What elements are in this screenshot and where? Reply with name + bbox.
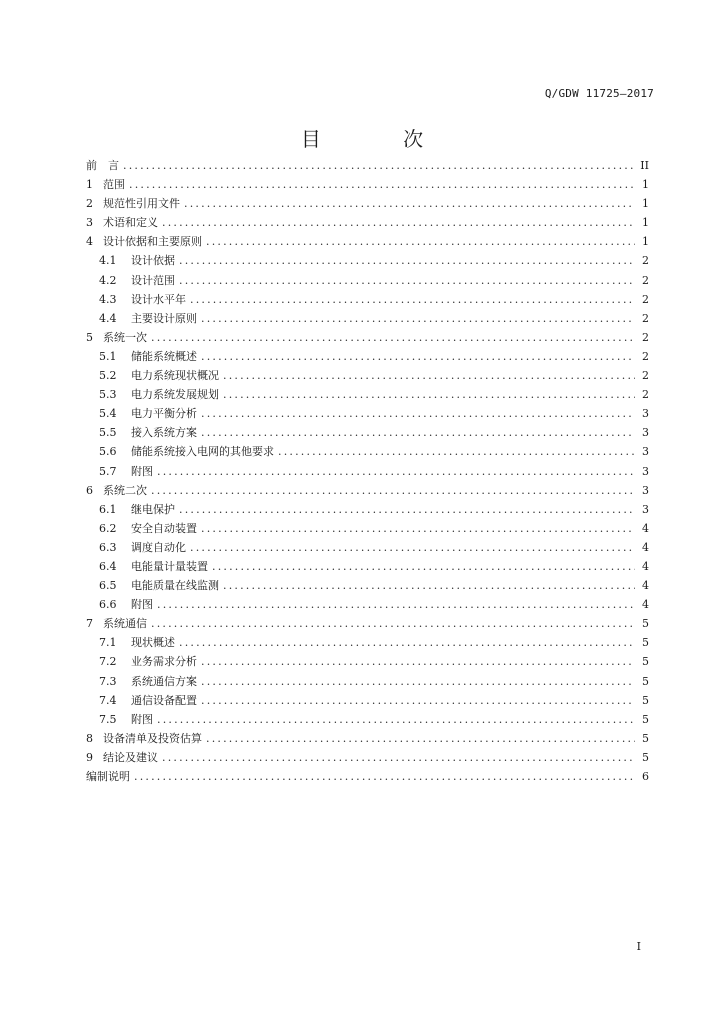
toc-entry-number: 7.1 [99,636,117,650]
toc-dot-leader [201,519,635,538]
toc-entry-number: 3 [86,216,93,230]
toc-entry-label: 电力系统现状概况 [131,369,219,383]
toc-entry[interactable] [86,251,649,270]
toc-entry-number: 7.3 [99,674,117,688]
standard-code: Q/GDW 11725—2017 [544,87,654,100]
toc-entry-label: 附图 [131,712,153,726]
toc-entry[interactable] [86,271,649,290]
toc-entry-label: 电能量计量装置 [131,559,208,573]
toc-dot-leader [157,595,635,614]
toc-entry[interactable] [86,328,649,347]
toc-entry-page: 4 [642,559,649,573]
toc-entry-number: 4.4 [99,311,117,325]
toc-dot-leader [151,481,635,500]
toc-entry[interactable] [86,633,649,652]
toc-dot-leader [179,271,635,290]
toc-entry[interactable] [86,462,649,481]
toc-entry[interactable] [86,652,649,671]
toc-dot-leader [201,423,635,442]
toc-entry-number: 5.2 [99,369,117,383]
toc-dot-leader [201,652,635,671]
toc-entry-page: 4 [642,579,649,593]
toc-entry-page: 1 [642,197,649,211]
toc-entry-label: 结论及建议 [103,750,158,764]
toc-entry[interactable] [86,595,649,614]
toc-entry-label: 调度自动化 [131,540,186,554]
toc-dot-leader [201,691,635,710]
toc-dot-leader [157,710,635,729]
toc-entry-number: 5.4 [99,407,117,421]
toc-entry-label: 术语和定义 [103,216,158,230]
toc-entry-label: 系统通信方案 [131,674,197,688]
toc-entry-page: 3 [642,464,649,478]
toc-entry-number: 6.3 [99,540,117,554]
toc-entry-page: 1 [642,235,649,249]
toc-entry[interactable] [86,576,649,595]
toc-dot-leader [201,347,635,366]
toc-entry-number: 6 [86,483,93,497]
toc-dot-leader [134,767,635,786]
toc-entry-label: 设备清单及投资估算 [103,731,202,745]
toc-dot-leader [162,213,635,232]
toc-entry-label: 附图 [131,598,153,612]
toc-entry[interactable] [86,347,649,366]
toc-dot-leader [184,194,635,213]
toc-entry-number: 2 [86,197,93,211]
toc-entry-page: 3 [642,502,649,516]
toc-entry-page: 5 [642,731,649,745]
toc-entry-page: 2 [642,292,649,306]
toc-entry-label: 电能质量在线监测 [131,579,219,593]
toc-entry-number: 4.1 [99,254,117,268]
toc-dot-leader [201,672,635,691]
toc-entry-page: 5 [642,712,649,726]
toc-dot-leader [190,538,635,557]
toc-entry-label: 主要设计原则 [131,311,197,325]
toc-entry-page: II [640,159,649,172]
table-of-contents [86,156,649,786]
toc-entry-number: 7.5 [99,712,117,726]
toc-dot-leader [151,328,635,347]
toc-entry[interactable] [86,748,649,767]
toc-entry-page: 2 [642,349,649,363]
toc-dot-leader [201,404,635,423]
toc-entry-page: 3 [642,407,649,421]
toc-entry-number: 7 [86,617,93,631]
toc-dot-leader [162,748,635,767]
toc-entry-page: 2 [642,311,649,325]
toc-entry-label: 附图 [131,464,153,478]
toc-entry-label: 继电保护 [131,502,175,516]
toc-dot-leader [179,500,635,519]
toc-entry-page: 4 [642,598,649,612]
toc-dot-leader [201,309,635,328]
toc-dot-leader [212,557,635,576]
toc-entry-number: 5.7 [99,464,117,478]
toc-entry[interactable] [86,557,649,576]
toc-entry-label: 系统通信 [103,617,147,631]
toc-entry-number: 7.2 [99,655,117,669]
toc-entry-page: 2 [642,330,649,344]
toc-dot-leader [206,729,635,748]
toc-entry[interactable] [86,729,649,748]
toc-entry[interactable] [86,309,649,328]
toc-entry-page: 6 [642,770,649,783]
toc-entry-label: 现状概述 [131,636,175,650]
toc-entry-page: 2 [642,388,649,402]
toc-entry-number: 4.3 [99,292,117,306]
toc-entry-page: 5 [642,674,649,688]
toc-entry-page: 2 [642,369,649,383]
toc-entry-number: 6.6 [99,598,117,612]
toc-entry[interactable] [86,481,649,500]
toc-dot-leader [179,633,635,652]
toc-entry[interactable] [86,519,649,538]
toc-entry-label: 设计水平年 [131,292,186,306]
toc-entry[interactable] [86,672,649,691]
toc-entry-page: 4 [642,540,649,554]
toc-entry-page: 5 [642,617,649,631]
toc-dot-leader [129,175,635,194]
toc-entry-number: 6.5 [99,579,117,593]
toc-entry-page: 5 [642,655,649,669]
toc-entry-label: 设计依据和主要原则 [103,235,202,249]
toc-entry-number: 8 [86,731,93,745]
page-title: 目 次 [300,127,462,151]
toc-entry[interactable] [86,194,649,213]
toc-dot-leader [190,290,635,309]
toc-entry-page: 3 [642,483,649,497]
toc-entry[interactable] [86,423,649,442]
toc-entry-number: 5 [86,330,93,344]
toc-entry-label: 电力系统发展规划 [131,388,219,402]
toc-entry[interactable] [86,156,649,175]
toc-entry-label: 储能系统概述 [131,349,197,363]
toc-entry-number: 5.1 [99,349,117,363]
toc-entry[interactable] [86,404,649,423]
toc-entry-page: 5 [642,693,649,707]
toc-entry-number: 5.3 [99,388,117,402]
toc-dot-leader [278,442,635,461]
toc-entry-page: 1 [642,178,649,192]
toc-dot-leader [223,385,635,404]
toc-entry[interactable] [86,710,649,729]
toc-entry-number: 6.4 [99,559,117,573]
toc-entry[interactable] [86,366,649,385]
toc-entry-number: 1 [86,178,93,192]
toc-entry-number: 5.6 [99,445,117,459]
toc-dot-leader [206,232,635,251]
toc-entry[interactable] [86,500,649,519]
toc-dot-leader [151,614,635,633]
toc-entry[interactable] [86,232,649,251]
toc-dot-leader [123,156,634,175]
toc-entry-number: 4 [86,235,93,249]
toc-entry-page: 3 [642,426,649,440]
toc-entry-label: 设计依据 [131,254,175,268]
toc-entry-label: 系统一次 [103,330,147,344]
toc-entry-label: 规范性引用文件 [103,197,180,211]
toc-entry-number: 9 [86,750,93,764]
toc-entry-number: 6.1 [99,502,117,516]
toc-entry-label: 前 言 [86,159,119,172]
toc-entry-page: 1 [642,216,649,230]
toc-entry[interactable] [86,175,649,194]
toc-entry-label: 系统二次 [103,483,147,497]
toc-entry[interactable] [86,538,649,557]
toc-dot-leader [223,576,635,595]
toc-dot-leader [179,251,635,270]
toc-entry-label: 通信设备配置 [131,693,197,707]
toc-entry-label: 安全自动装置 [131,521,197,535]
toc-entry-number: 6.2 [99,521,117,535]
toc-entry-page: 2 [642,273,649,287]
toc-entry-page: 3 [642,445,649,459]
toc-entry-page: 5 [642,636,649,650]
toc-entry[interactable] [86,385,649,404]
toc-entry[interactable] [86,767,649,786]
toc-entry[interactable] [86,290,649,309]
toc-entry-label: 设计范围 [131,273,175,287]
toc-entry-label: 业务需求分析 [131,655,197,669]
toc-entry-number: 5.5 [99,426,117,440]
toc-dot-leader [157,462,635,481]
toc-entry-page: 2 [642,254,649,268]
toc-entry-label: 接入系统方案 [131,426,197,440]
toc-entry[interactable] [86,614,649,633]
toc-entry-label: 电力平衡分析 [131,407,197,421]
toc-entry-page: 5 [642,750,649,764]
footer-page-number: I [636,940,641,953]
toc-dot-leader [223,366,635,385]
toc-entry[interactable] [86,691,649,710]
toc-entry-label: 范围 [103,178,125,192]
toc-entry-label: 编制说明 [86,770,130,783]
toc-entry[interactable] [86,213,649,232]
toc-entry-page: 4 [642,521,649,535]
toc-entry-number: 4.2 [99,273,117,287]
toc-entry-label: 储能系统接入电网的其他要求 [131,445,274,459]
toc-entry-number: 7.4 [99,693,117,707]
toc-entry[interactable] [86,442,649,461]
